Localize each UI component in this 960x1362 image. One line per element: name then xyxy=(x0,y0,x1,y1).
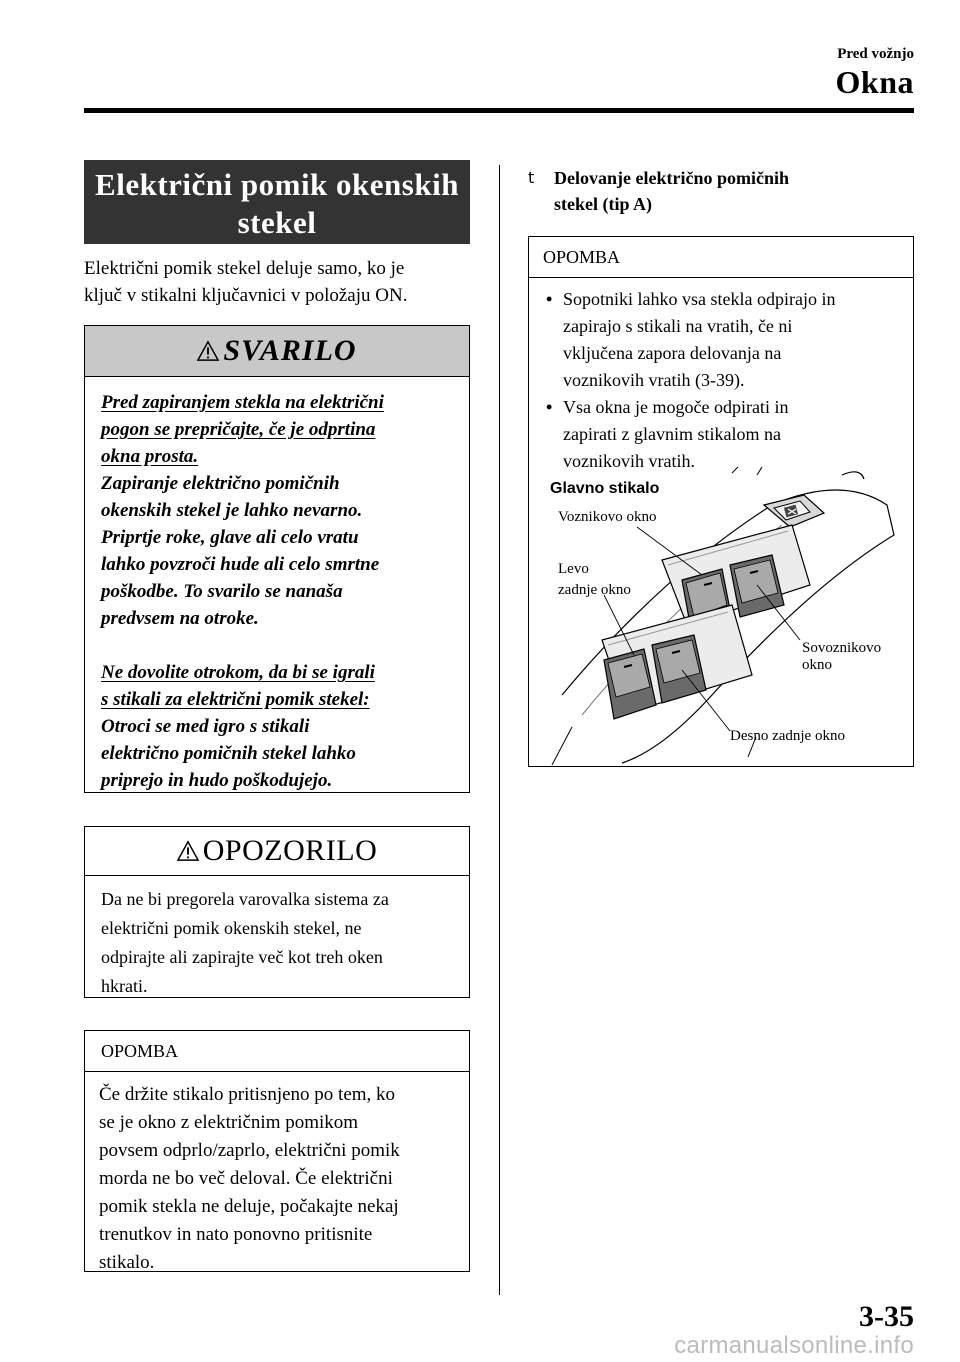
list-item-line: zapirati z glavnim stikalom na xyxy=(563,424,781,444)
opomba-header: OPOMBA xyxy=(529,237,913,278)
label-main-switch: Glavno stikalo xyxy=(550,480,660,497)
opozorilo-line: hkrati. xyxy=(101,976,148,996)
svarilo-heading: SVARILO xyxy=(223,334,357,367)
opozorilo-heading: OPOZORILO xyxy=(202,834,378,867)
list-item xyxy=(543,286,901,394)
label-rear-right: Desno zadnje okno xyxy=(730,728,845,744)
section-title-line2: stekel xyxy=(237,205,317,240)
opomba-box-left xyxy=(84,1030,470,1272)
running-header-title: Okna xyxy=(835,64,914,100)
label-passenger-line1: Sovoznikovo xyxy=(802,640,882,656)
opomba-line: pomik stekla ne deluje, počakajte nekaj xyxy=(99,1196,399,1217)
page-number: 3-35 xyxy=(859,1300,914,1333)
opozorilo-line: odpirajte ali zapirajte več kot treh oken xyxy=(101,947,383,967)
svarilo-underlined-line: s stikali za električni pomik stekel: xyxy=(101,689,370,710)
opomba-line: morda ne bo več deloval. Če električni xyxy=(99,1168,393,1189)
svarilo-line: lahko povzroči hude ali celo smrtne xyxy=(101,554,380,575)
svarilo-body xyxy=(85,377,469,794)
subsection-heading-line: Delovanje električno pomičnih xyxy=(554,168,789,188)
opomba-line: stikalo. xyxy=(99,1252,155,1273)
subsection-bullet-icon: t xyxy=(528,168,535,187)
opozorilo-box xyxy=(84,826,470,998)
opozorilo-line: električni pomik okenskih stekel, ne xyxy=(101,918,362,938)
subsection-heading xyxy=(528,165,908,217)
label-rear-left-line2: zadnje okno xyxy=(558,582,631,598)
opomba-line: trenutkov in nato ponovno pritisnite xyxy=(99,1224,373,1245)
subsection-heading-line: stekel (tip A) xyxy=(554,194,652,214)
svarilo-underlined-line: pogon se prepričajte, če je odprtina xyxy=(101,419,376,440)
bullet-dot: • xyxy=(546,397,553,417)
svarilo-line: okenskih stekel je lahko nevarno. xyxy=(101,500,363,521)
warning-triangle-icon xyxy=(177,840,199,862)
label-rear-left-line1: Levo xyxy=(558,561,589,577)
opozorilo-header xyxy=(85,827,469,876)
intro-paragraph xyxy=(84,255,470,309)
opozorilo-line: Da ne bi pregorela varovalka sistema za xyxy=(101,889,389,909)
svarilo-header xyxy=(85,326,469,377)
svarilo-line: priprejo in hudo poškodujejo. xyxy=(101,770,333,791)
intro-line: Električni pomik stekel deluje samo, ko je xyxy=(84,258,405,279)
running-header-section: Pred vožnjo xyxy=(837,46,914,62)
list-item-line: voznikovih vratih (3-39). xyxy=(563,370,745,390)
opomba-line: Če držite stikalo pritisnjeno po tem, ko xyxy=(99,1084,396,1105)
lock-button xyxy=(764,495,824,527)
opomba-line: povsem odprlo/zaprlo, električni pomik xyxy=(99,1140,400,1161)
warning-triangle-icon xyxy=(197,340,219,362)
watermark: carmanualsonline.info xyxy=(674,1332,914,1359)
label-passenger-line2: okno xyxy=(802,657,832,673)
svarilo-line: predvsem na otroke. xyxy=(101,608,259,629)
svarilo-line: električno pomičnih stekel lahko xyxy=(101,743,356,764)
opomba-header: OPOMBA xyxy=(85,1031,469,1072)
svarilo-underlined-line: Ne dovolite otrokom, da bi se igrali xyxy=(101,662,375,683)
paragraph-gap xyxy=(101,632,453,659)
section-title xyxy=(84,160,470,244)
label-driver-window: Voznikovo okno xyxy=(558,509,657,525)
list-item-line: Vsa okna je mogoče odpirati in xyxy=(563,397,789,417)
svarilo-box xyxy=(84,325,470,793)
column-divider xyxy=(499,165,500,1295)
header-rule xyxy=(84,108,914,113)
svarilo-line: Priprtje roke, glave ali celo vratu xyxy=(101,527,359,548)
bullet-dot: • xyxy=(546,289,553,309)
svarilo-underlined-line: okna prosta. xyxy=(101,446,199,467)
list-item-line: zapirajo s stikali na vratih, če ni xyxy=(563,316,793,336)
section-title-line1: Električni pomik okenskih xyxy=(95,167,459,202)
svarilo-underlined-line: Pred zapiranjem stekla na električni xyxy=(101,392,384,413)
svarilo-line: Otroci se med igro s stikali xyxy=(101,716,310,737)
opomba-body xyxy=(85,1072,469,1277)
intro-line: ključ v stikalni ključavnici v položaju ON. xyxy=(84,285,408,306)
list-item-line: Sopotniki lahko vsa stekla odpirajo in xyxy=(563,289,836,309)
svarilo-line: poškodbe. To svarilo se nanaša xyxy=(101,581,343,602)
window-switch-figure xyxy=(542,465,912,765)
svarilo-line: Zapiranje električno pomičnih xyxy=(101,473,340,494)
list-item-line: voznikovih vratih. xyxy=(563,451,695,471)
opomba-line: se je okno z električnim pomikom xyxy=(99,1112,359,1133)
opozorilo-body xyxy=(85,876,469,1001)
list-item-line: vključena zapora delovanja na xyxy=(563,343,782,363)
opomba-list xyxy=(529,278,913,475)
list-item xyxy=(543,394,901,475)
